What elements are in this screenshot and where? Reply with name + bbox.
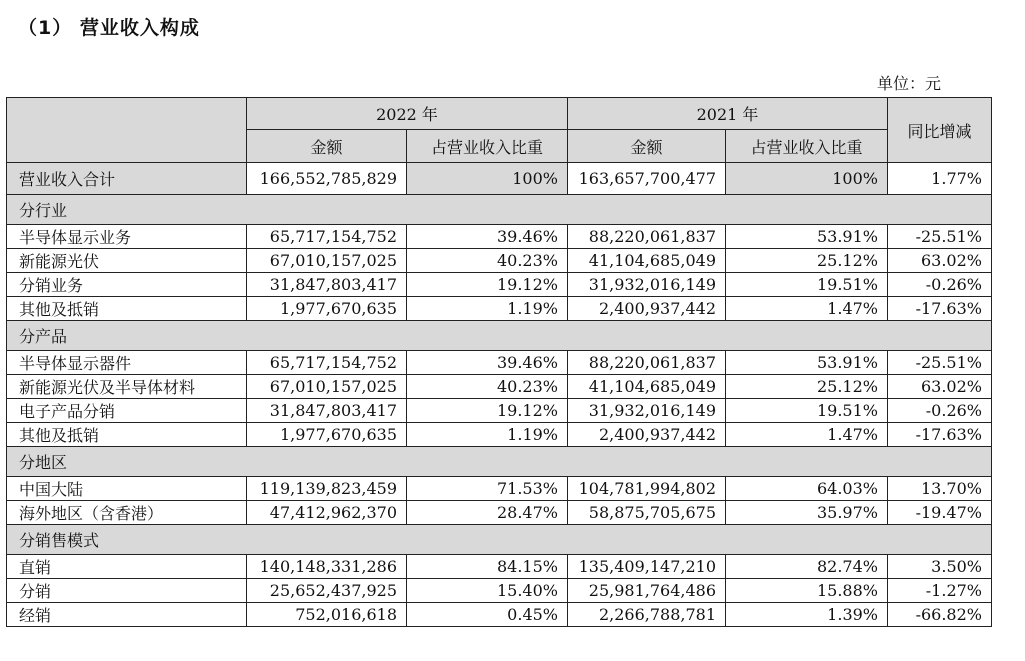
table-row — [7, 375, 992, 399]
ratio-2021: 64.03% — [726, 477, 888, 501]
amount-2021: 41,104,685,049 — [568, 375, 726, 399]
table-row — [7, 249, 992, 273]
total-label: 营业收入合计 — [7, 163, 247, 195]
row-label: 电子产品分销 — [7, 399, 247, 423]
amount-2021: 58,875,705,675 — [568, 501, 726, 525]
ratio-2021: 1.47% — [726, 297, 888, 321]
header-amount-2022: 金额 — [247, 130, 407, 163]
amount-2022: 1,977,670,635 — [247, 297, 407, 321]
yoy-change: 13.70% — [888, 477, 992, 501]
yoy-change: -17.63% — [888, 297, 992, 321]
row-label: 分销业务 — [7, 273, 247, 297]
total-amount-2022: 166,552,785,829 — [247, 163, 407, 195]
total-ratio-2022: 100% — [407, 163, 568, 195]
ratio-2022: 15.40% — [407, 579, 568, 603]
row-label: 其他及抵销 — [7, 423, 247, 447]
header-blank — [7, 98, 247, 163]
amount-2022: 1,977,670,635 — [247, 423, 407, 447]
table-row — [7, 351, 992, 375]
ratio-2021: 25.12% — [726, 249, 888, 273]
table-row — [7, 555, 992, 579]
ratio-2022: 0.45% — [407, 603, 568, 627]
amount-2021: 88,220,061,837 — [568, 351, 726, 375]
yoy-change: -1.27% — [888, 579, 992, 603]
yoy-change: -66.82% — [888, 603, 992, 627]
table-row — [7, 477, 992, 501]
yoy-change: -0.26% — [888, 273, 992, 297]
row-label: 直销 — [7, 555, 247, 579]
ratio-2021: 25.12% — [726, 375, 888, 399]
row-label: 半导体显示器件 — [7, 351, 247, 375]
ratio-2021: 19.51% — [726, 399, 888, 423]
amount-2022: 752,016,618 — [247, 603, 407, 627]
header-yoy: 同比增减 — [888, 98, 992, 163]
amount-2021: 88,220,061,837 — [568, 225, 726, 249]
ratio-2022: 19.12% — [407, 273, 568, 297]
header-year-2022: 2022 年 — [247, 98, 568, 130]
row-label: 新能源光伏及半导体材料 — [7, 375, 247, 399]
amount-2022: 140,148,331,286 — [247, 555, 407, 579]
header-ratio-2021: 占营业收入比重 — [726, 130, 888, 163]
amount-2021: 2,266,788,781 — [568, 603, 726, 627]
yoy-change: -25.51% — [888, 225, 992, 249]
total-ratio-2021: 100% — [726, 163, 888, 195]
ratio-2021: 53.91% — [726, 351, 888, 375]
amount-2022: 47,412,962,370 — [247, 501, 407, 525]
amount-2022: 31,847,803,417 — [247, 273, 407, 297]
amount-2021: 31,932,016,149 — [568, 399, 726, 423]
row-label: 分销 — [7, 579, 247, 603]
amount-2021: 41,104,685,049 — [568, 249, 726, 273]
total-yoy: 1.77% — [888, 163, 992, 195]
ratio-2021: 19.51% — [726, 273, 888, 297]
ratio-2022: 40.23% — [407, 375, 568, 399]
amount-2021: 135,409,147,210 — [568, 555, 726, 579]
table-row — [7, 423, 992, 447]
table-row — [7, 579, 992, 603]
total-row — [7, 163, 992, 195]
amount-2021: 2,400,937,442 — [568, 423, 726, 447]
table-row — [7, 297, 992, 321]
yoy-change: -19.47% — [888, 501, 992, 525]
ratio-2022: 84.15% — [407, 555, 568, 579]
header-amount-2021: 金额 — [568, 130, 726, 163]
yoy-change: -25.51% — [888, 351, 992, 375]
section-title: 分地区 — [7, 447, 992, 477]
section-header-row — [7, 321, 992, 351]
section-header-row — [7, 447, 992, 477]
ratio-2022: 28.47% — [407, 501, 568, 525]
ratio-2022: 71.53% — [407, 477, 568, 501]
row-label: 经销 — [7, 603, 247, 627]
ratio-2022: 39.46% — [407, 225, 568, 249]
ratio-2021: 15.88% — [726, 579, 888, 603]
amount-2022: 67,010,157,025 — [247, 249, 407, 273]
row-label: 其他及抵销 — [7, 297, 247, 321]
ratio-2021: 1.47% — [726, 423, 888, 447]
amount-2022: 65,717,154,752 — [247, 351, 407, 375]
row-label: 半导体显示业务 — [7, 225, 247, 249]
ratio-2022: 1.19% — [407, 423, 568, 447]
amount-2021: 25,981,764,486 — [568, 579, 726, 603]
amount-2022: 119,139,823,459 — [247, 477, 407, 501]
header-ratio-2022: 占营业收入比重 — [407, 130, 568, 163]
section-title: 分销售模式 — [7, 525, 992, 555]
amount-2021: 104,781,994,802 — [568, 477, 726, 501]
ratio-2021: 82.74% — [726, 555, 888, 579]
ratio-2021: 35.97% — [726, 501, 888, 525]
amount-2022: 67,010,157,025 — [247, 375, 407, 399]
ratio-2021: 1.39% — [726, 603, 888, 627]
section-title: （1） 营业收入构成 — [18, 17, 200, 39]
total-amount-2021: 163,657,700,477 — [568, 163, 726, 195]
yoy-change: -0.26% — [888, 399, 992, 423]
ratio-2022: 1.19% — [407, 297, 568, 321]
row-label: 新能源光伏 — [7, 249, 247, 273]
section-title: 分产品 — [7, 321, 992, 351]
header-year-2021: 2021 年 — [568, 98, 888, 130]
section-title: 分行业 — [7, 195, 992, 225]
table-row — [7, 225, 992, 249]
amount-2021: 2,400,937,442 — [568, 297, 726, 321]
row-label: 中国大陆 — [7, 477, 247, 501]
table-row — [7, 603, 992, 627]
section-header-row — [7, 525, 992, 555]
amount-2022: 25,652,437,925 — [247, 579, 407, 603]
ratio-2021: 53.91% — [726, 225, 888, 249]
row-label: 海外地区（含香港） — [7, 501, 247, 525]
ratio-2022: 19.12% — [407, 399, 568, 423]
yoy-change: 63.02% — [888, 249, 992, 273]
amount-2021: 31,932,016,149 — [568, 273, 726, 297]
table-row — [7, 501, 992, 525]
amount-2022: 65,717,154,752 — [247, 225, 407, 249]
unit-label: 单位：元 — [877, 74, 942, 93]
yoy-change: -17.63% — [888, 423, 992, 447]
ratio-2022: 39.46% — [407, 351, 568, 375]
section-header-row — [7, 195, 992, 225]
table-row — [7, 273, 992, 297]
table-row — [7, 399, 992, 423]
amount-2022: 31,847,803,417 — [247, 399, 407, 423]
ratio-2022: 40.23% — [407, 249, 568, 273]
yoy-change: 3.50% — [888, 555, 992, 579]
yoy-change: 63.02% — [888, 375, 992, 399]
revenue-composition-table — [6, 97, 992, 627]
